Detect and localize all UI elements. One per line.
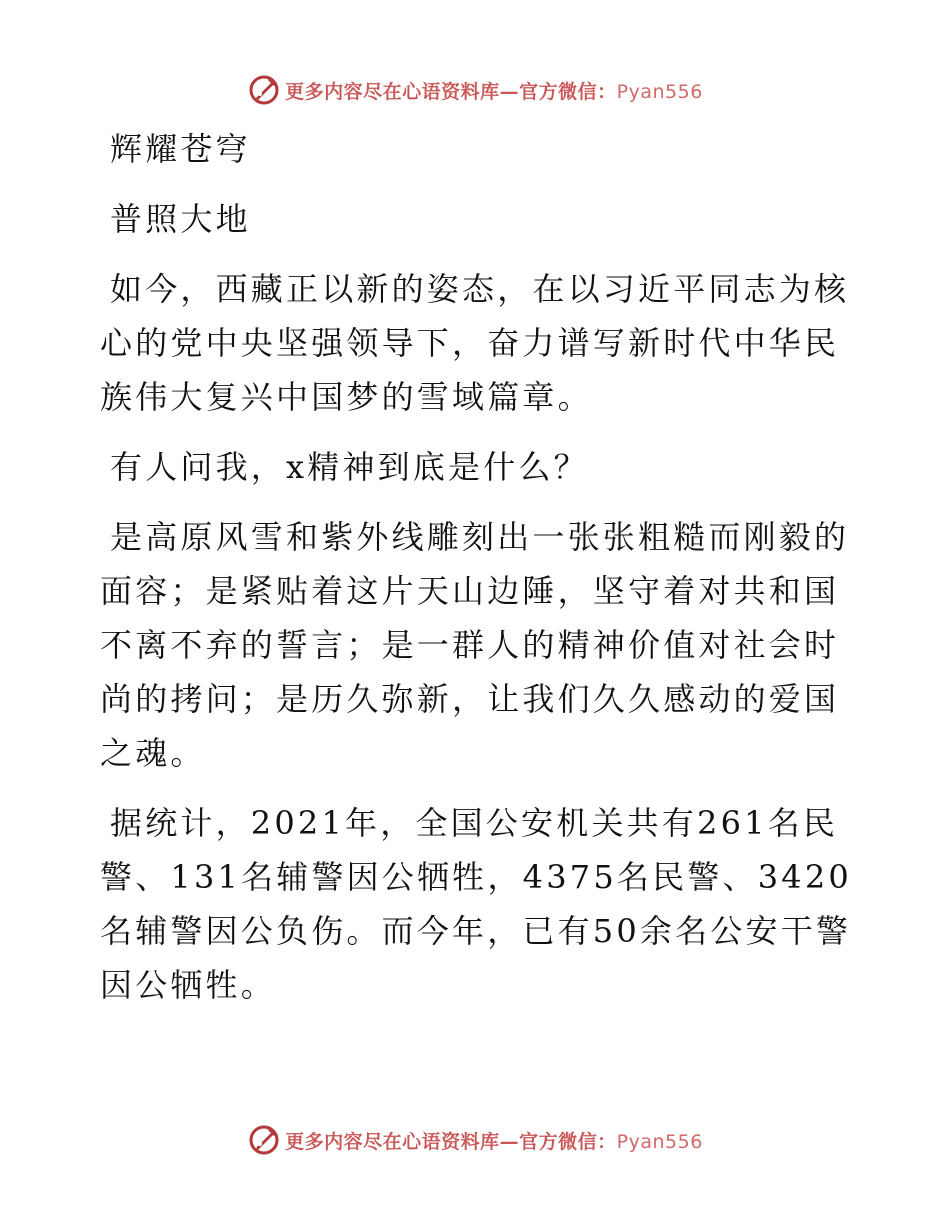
pen-nib-logo-icon — [247, 1123, 281, 1157]
paragraph-2: 普照大地 — [110, 200, 251, 238]
footer-banner — [0, 1120, 950, 1160]
paragraph-5: 是高原风雪和紫外线雕刻出一张张粗糙而刚毅的面容；是紧贴着这片天山边陲，坚守着对共和国不离不弃的誓言；是一群人的精神价值对社会时尚的拷问；是历久弥新，让我们久久感动的爱国之魂。 — [100, 518, 850, 772]
paragraph-6: 据统计，2021年，全国公安机关共有261名民警、131名辅警因公牺牲，4375名民警、3420名辅警因公负伤。而今年，已有50余名公安干警因公牺牲。 — [100, 804, 852, 1004]
paragraph-4: 有人问我，x精神到底是什么？ — [110, 448, 589, 486]
footer-banner-text: 更多内容尽在心语资料库—官方微信：Pyan556 — [285, 1130, 703, 1153]
paragraph-1: 辉耀苍穹 — [110, 130, 251, 168]
header-banner — [0, 70, 950, 110]
header-banner-text: 更多内容尽在心语资料库—官方微信：Pyan556 — [285, 80, 703, 103]
pen-nib-logo-icon — [247, 73, 281, 107]
paragraph-3: 如今，西藏正以新的姿态，在以习近平同志为核心的党中央坚强领导下，奋力谱写新时代中华民族伟大复兴中国梦的雪域篇章。 — [100, 270, 850, 416]
document-body — [100, 122, 860, 1028]
